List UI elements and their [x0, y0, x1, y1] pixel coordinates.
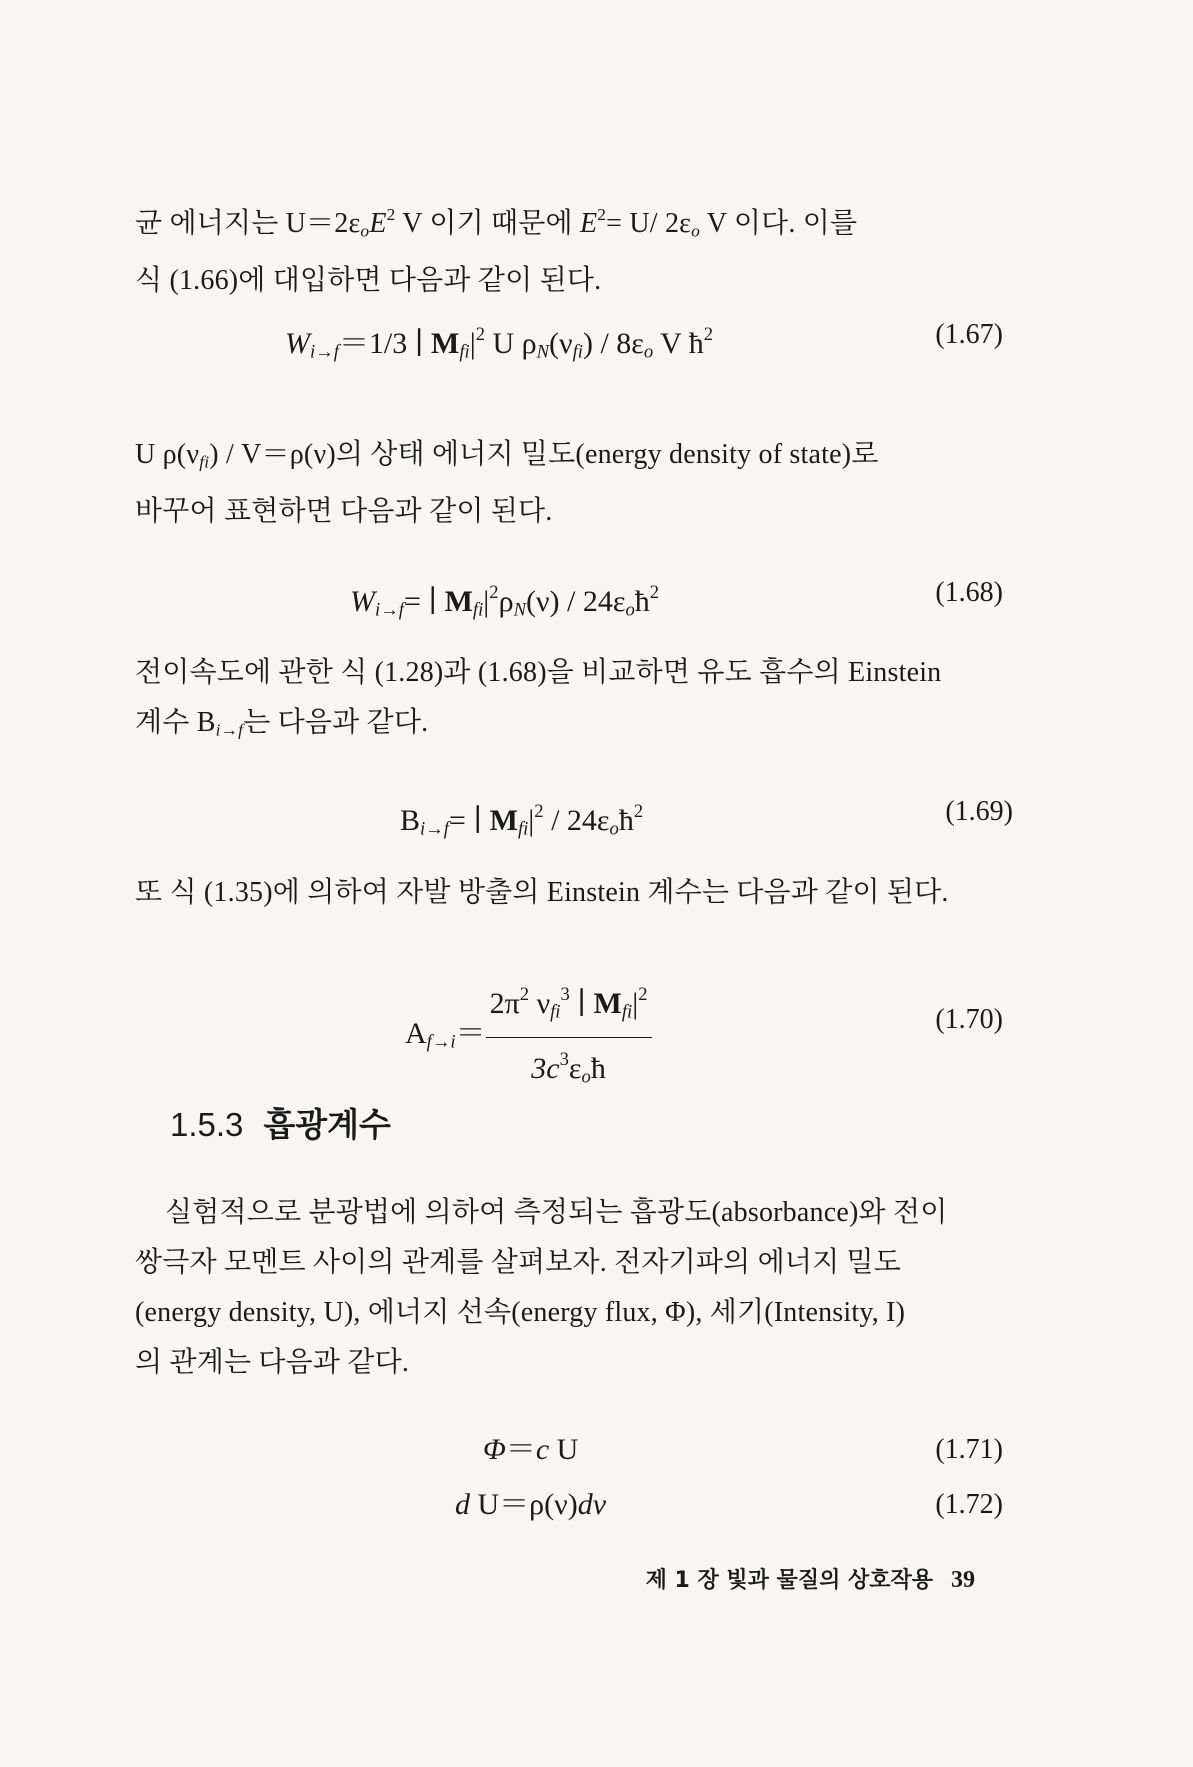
subscript: N [513, 599, 526, 621]
subscript: o [609, 818, 619, 840]
subscript: f→i [426, 1031, 456, 1053]
subscript: fi [572, 341, 583, 363]
superscript: 2 [489, 582, 499, 603]
superscript: 3 [560, 984, 570, 1005]
eq-text: ＝1/3 ∣ [338, 327, 432, 361]
equation-number: (1.71) [935, 1434, 1003, 1465]
superscript: 3 [559, 1048, 569, 1070]
subscript: fi [459, 341, 470, 363]
para4-line-1: 또 식 (1.35)에 의하여 자발 방출의 Einstein 계수는 다음과 같이 된다. [135, 877, 949, 908]
equation-body [405, 975, 652, 1097]
symbol-e: E [579, 208, 598, 240]
section-heading [170, 1100, 391, 1150]
eq-text: ħ [590, 1051, 606, 1085]
symbol-e: E [369, 208, 387, 240]
subscript: fi [199, 452, 210, 472]
superscript: 2 [386, 205, 396, 224]
superscript: 2 [638, 984, 648, 1005]
symbol-w: W [350, 585, 375, 619]
para5-line-4: 의 관계는 다음과 같다. [135, 1347, 410, 1378]
symbol-w: W [285, 327, 310, 361]
subscript: i→f [420, 818, 449, 840]
eq-text: = ∣ [403, 585, 445, 619]
symbol-m: M [593, 987, 622, 1021]
fraction-denominator [486, 1038, 652, 1098]
superscript: 2 [519, 984, 530, 1005]
intro-line-1 [135, 190, 1015, 256]
equation-body [285, 310, 713, 378]
superscript: 2 [649, 582, 660, 603]
para3-line-2 [135, 698, 1015, 755]
eq-text: U＝ρ(ν) [470, 1488, 578, 1521]
symbol-d: d [455, 1488, 470, 1521]
intro-text: 균 에너지는 U＝2ε [135, 208, 361, 240]
eq-text: 3c [531, 1051, 560, 1085]
equation-body [455, 1480, 606, 1530]
intro-text: V 이다. 이를 [700, 208, 858, 240]
equation-1-67 [0, 310, 1193, 363]
intro-text: V 이기 때문에 [395, 208, 580, 240]
superscript: 2 [597, 205, 607, 224]
eq-text: (ν [549, 327, 573, 361]
fraction [486, 975, 652, 1097]
subscript: o [581, 1066, 591, 1088]
equation-body [400, 787, 643, 855]
subscript: i→f [310, 341, 339, 363]
subscript: i→f [215, 720, 244, 740]
paragraph-5 [135, 1188, 1015, 1388]
eq-text: 2π [489, 987, 520, 1021]
paragraph-3 [135, 648, 1015, 755]
eq-text: ∣ [569, 987, 594, 1021]
chapter-title: 제 1 장 빛과 물질의 상호작용 [645, 1568, 933, 1593]
superscript: 2 [703, 324, 714, 345]
subscript: fi [621, 1001, 633, 1023]
symbol-a: A [405, 1017, 427, 1051]
page-number: 39 [951, 1567, 975, 1593]
section-number: 1.5.3 [170, 1106, 244, 1143]
eq-text: ＝ [505, 1433, 536, 1466]
superscript: 2 [475, 324, 485, 345]
symbol-c: c [535, 1433, 550, 1466]
para-text: U ρ(ν [135, 439, 200, 470]
page-footer [646, 1560, 975, 1601]
symbol-b: B [400, 804, 421, 838]
eq-text: / 24ε [543, 804, 610, 838]
intro-paragraph [135, 190, 1015, 306]
superscript: 2 [534, 801, 544, 822]
equation-number: (1.70) [935, 1004, 1003, 1035]
equation-1-69 [0, 787, 1193, 840]
equation-1-70 [0, 975, 1193, 1088]
equation-1-72 [0, 1480, 1193, 1530]
para-text: 계수 B [135, 707, 216, 738]
para2-line-1 [135, 430, 1015, 487]
eq-text: ρ [498, 585, 514, 619]
eq-text: ＝ [455, 1017, 486, 1051]
eq-text: V ħ [653, 327, 704, 361]
para5-line-3: (energy density, U), 에너지 선속(energy flux, Φ), 세기(Intensity, I) [135, 1297, 906, 1328]
symbol-m: M [489, 804, 518, 838]
section-title: 흡광계수 [263, 1106, 391, 1143]
eq-text: | [469, 327, 476, 361]
eq-text: ε [568, 1051, 582, 1085]
para-text: 는 다음과 같다. [243, 707, 429, 738]
subscript: i→f [375, 599, 404, 621]
eq-text: = ∣ [448, 804, 490, 838]
equation-number: (1.68) [935, 577, 1003, 608]
para5-line-2: 쌍극자 모멘트 사이의 관계를 살펴보자. 전자기파의 에너지 밀도 [135, 1247, 902, 1278]
equation-1-71 [0, 1425, 1193, 1475]
paragraph-4 [135, 868, 1015, 918]
equation-number: (1.69) [945, 796, 1013, 827]
subscript: fi [550, 1001, 561, 1023]
subscript: o [360, 221, 370, 241]
eq-text: ħ [618, 804, 634, 838]
superscript: 2 [633, 801, 644, 822]
equation-number: (1.72) [935, 1489, 1003, 1520]
equation-number: (1.67) [935, 319, 1003, 350]
eq-text: U [549, 1433, 579, 1466]
subscript: fi [517, 818, 529, 840]
eq-text: | [483, 585, 490, 619]
equation-body [350, 568, 659, 636]
subscript: fi [472, 599, 484, 621]
subscript: N [536, 341, 550, 363]
eq-text: | [632, 987, 639, 1021]
eq-text: (ν) / 24ε [525, 585, 626, 619]
para2-line-2: 바꾸어 표현하면 다음과 같이 된다. [135, 496, 553, 528]
symbol-m: M [444, 585, 473, 619]
symbol-phi: Φ [483, 1433, 506, 1466]
intro-line-2: 식 (1.66)에 대입하면 다음과 같이 된다. [135, 265, 602, 297]
subscript: o [625, 599, 635, 621]
equation-1-68 [0, 568, 1193, 621]
para-text: ) / V＝ρ(ν)의 상태 에너지 밀도(energy density of state)로 [209, 439, 879, 470]
eq-text: ν [529, 987, 551, 1021]
paragraph-2 [135, 430, 1015, 537]
subscript: o [643, 341, 654, 363]
equation-body [483, 1425, 578, 1475]
para3-line-1: 전이속도에 관한 식 (1.28)과 (1.68)을 비교하면 유도 흡수의 Einstein [135, 657, 942, 688]
eq-text: ) / 8ε [582, 327, 644, 361]
eq-text: ħ [634, 585, 650, 619]
eq-text: U ρ [485, 327, 537, 361]
fraction-numerator [486, 975, 652, 1038]
subscript: o [691, 221, 701, 241]
eq-text: | [528, 804, 535, 838]
para5-line-1: 실험적으로 분광법에 의하여 측정되는 흡광도(absorbance)와 전이 [165, 1197, 948, 1228]
intro-text: = U/ 2ε [606, 208, 692, 240]
eq-text: dν [577, 1488, 607, 1521]
symbol-m: M [431, 327, 460, 361]
